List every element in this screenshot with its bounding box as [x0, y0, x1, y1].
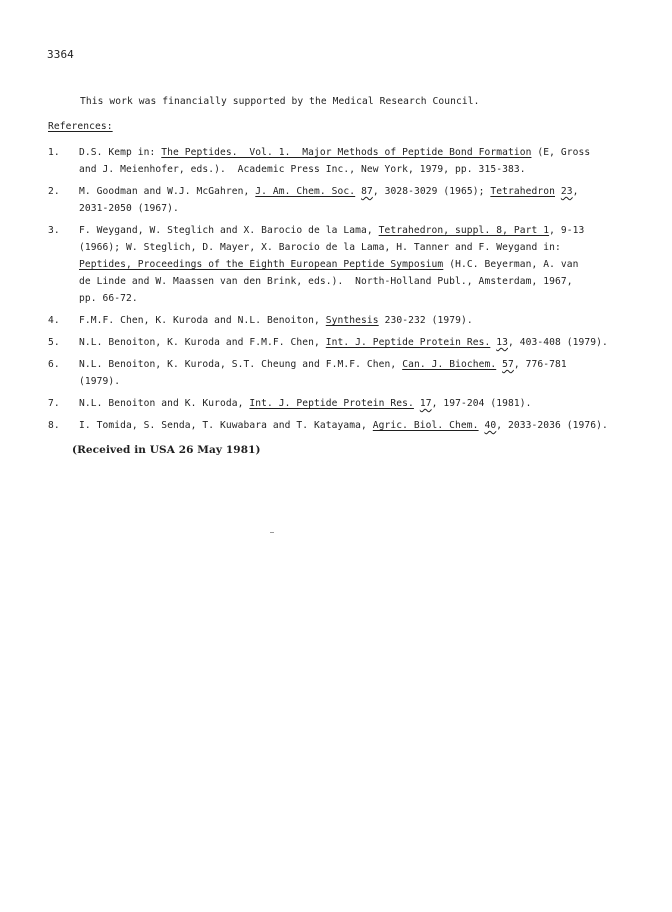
citation-title: Can. J. Biochem.: [402, 359, 497, 370]
reference-number: 4.: [48, 315, 60, 326]
volume-number: 17: [419, 398, 432, 409]
citation-title: Tetrahedron, suppl. 8, Part 1: [378, 225, 550, 236]
reference-number: 3.: [48, 225, 60, 236]
volume-number: 23: [560, 186, 573, 197]
reference-text: [79, 417, 619, 434]
citation-text: , 9-13: [549, 225, 585, 236]
reference-line: [79, 395, 619, 412]
reference-item: [0, 395, 672, 412]
reference-line: [79, 334, 619, 351]
reference-number: 8.: [48, 420, 60, 431]
citation-text: F. Weygand, W. Steglich and X. Barocio de la Lama,: [79, 225, 379, 236]
citation-text: F.M.F. Chen, K. Kuroda and N.L. Benoiton,: [79, 315, 326, 326]
reference-line: [79, 222, 619, 239]
volume-number: 57: [502, 359, 514, 370]
reference-text: [79, 312, 619, 329]
acknowledgement: This work was financially supported by the Medical Research Council.: [80, 96, 480, 107]
volume-number: 40: [484, 420, 497, 431]
reference-item: [0, 183, 672, 217]
citation-text: I. Tomida, S. Senda, T. Kuwabara and T. Katayama,: [79, 420, 373, 431]
reference-text: [79, 222, 619, 307]
citation-text: 230-232 (1979).: [378, 315, 473, 326]
received-date: (Received in USA 26 May 1981): [72, 444, 261, 456]
citation-text: (1966); W. Steglich, D. Mayer, X. Barocio de la Lama, H. Tanner and F. Weygand in:: [79, 242, 561, 253]
citation-text: and J. Meienhofer, eds.). Academic Press Inc., New York, 1979, pp. 315-383.: [79, 164, 526, 175]
citation-text: N.L. Benoiton, K. Kuroda, S.T. Cheung and F.M.F. Chen,: [79, 359, 403, 370]
reference-line: [79, 161, 619, 178]
citation-text: , 3028-3029 (1965);: [372, 186, 491, 197]
reference-text: [79, 334, 619, 351]
reference-item: [0, 312, 672, 329]
citation-title: Tetrahedron: [490, 186, 555, 197]
citation-text: (E, Gross: [531, 147, 591, 158]
citation-text: ,: [572, 186, 579, 197]
citation-text: M. Goodman and W.J. McGahren,: [79, 186, 256, 197]
citation-text: N.L. Benoiton, K. Kuroda and F.M.F. Chen,: [79, 337, 326, 348]
reference-number: 2.: [48, 186, 60, 197]
reference-list: [0, 144, 672, 439]
citation-text: pp. 66-72.: [79, 293, 138, 304]
citation-title: Synthesis: [325, 315, 379, 326]
reference-text: [79, 144, 619, 178]
reference-line: [79, 256, 619, 273]
citation-title: Int. J. Peptide Protein Res.: [325, 337, 491, 348]
reference-line: [79, 183, 619, 200]
citation-title: The Peptides. Vol. 1. Major Methods of Peptide Bond Formation: [161, 147, 532, 158]
citation-text: de Linde and W. Maassen van den Brink, eds.). North-Holland Publ., Amsterdam, 1967,: [79, 276, 573, 287]
reference-line: [79, 144, 619, 161]
reference-number: 5.: [48, 337, 60, 348]
references-heading: References:: [48, 121, 113, 132]
reference-text: [79, 183, 619, 217]
citation-text: , 403-408 (1979).: [507, 337, 608, 348]
reference-item: [0, 144, 672, 178]
reference-number: 6.: [48, 359, 60, 370]
reference-text: [79, 356, 619, 390]
reference-number: 7.: [48, 398, 60, 409]
reference-line: [79, 356, 619, 373]
citation-title: J. Am. Chem. Soc.: [255, 186, 356, 197]
citation-text: , 2033-2036 (1976).: [496, 420, 608, 431]
reference-line: [79, 417, 619, 434]
reference-line: [79, 373, 619, 390]
reference-line: [79, 273, 619, 290]
citation-text: (1979).: [79, 376, 121, 387]
reference-line: [79, 290, 619, 307]
reference-item: [0, 417, 672, 434]
citation-title: Peptides, Proceedings of the Eighth European Peptide Symposium: [79, 259, 444, 270]
reference-item: [0, 334, 672, 351]
citation-title: Int. J. Peptide Protein Res.: [249, 398, 414, 409]
citation-text: , 776-781: [513, 359, 567, 370]
reference-line: [79, 200, 619, 217]
reference-line: [79, 312, 619, 329]
reference-line: [79, 239, 619, 256]
stray-mark: [270, 532, 274, 533]
citation-text: N.L. Benoiton and K. Kuroda,: [79, 398, 250, 409]
reference-item: [0, 222, 672, 307]
reference-number: 1.: [48, 147, 60, 158]
citation-title: Agric. Biol. Chem.: [372, 420, 479, 431]
volume-number: 13: [496, 337, 508, 348]
citation-text: , 197-204 (1981).: [431, 398, 532, 409]
citation-text: D.S. Kemp in:: [79, 147, 162, 158]
reference-text: [79, 395, 619, 412]
citation-text: 2031-2050 (1967).: [79, 203, 179, 214]
volume-number: 87: [361, 186, 373, 197]
page-number: 3364: [47, 48, 74, 61]
reference-item: [0, 356, 672, 390]
citation-text: (H.C. Beyerman, A. van: [443, 259, 579, 270]
